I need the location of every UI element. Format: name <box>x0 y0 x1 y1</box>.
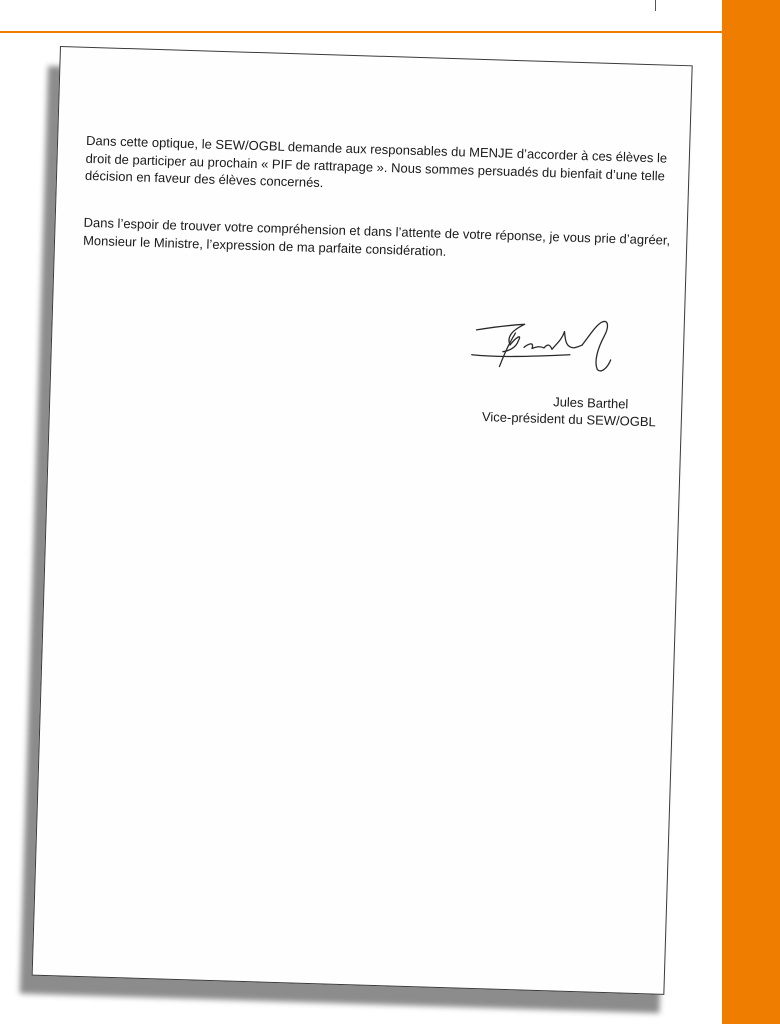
letter-paragraph-1: Dans cette optique, le SEW/OGBL demande aux responsables du MENJE d’accorder à ces élèves le droit de participer au prochain « PIF de rattrapage ». Nous sommes persuadés du bienfait d’une telle décision en faveur des élèves concernés. <box>84 132 668 191</box>
signatory-title: Vice-président du SEW/OGBL <box>481 409 657 430</box>
orange-side-band <box>722 0 780 1024</box>
header-divider-tick <box>655 0 656 11</box>
signature-block <box>471 310 671 430</box>
letter-paragraph-2: Dans l’espoir de trouver votre compréhension et dans l’attente de votre réponse, je vous prie d’agréer, Monsieur le Ministre, l’expression de ma parfaite considération. <box>82 214 671 259</box>
letter-page <box>32 46 693 995</box>
header-rule <box>0 31 722 33</box>
handwritten-signature <box>469 310 621 380</box>
signatory-name: Jules Barthel <box>552 394 629 412</box>
